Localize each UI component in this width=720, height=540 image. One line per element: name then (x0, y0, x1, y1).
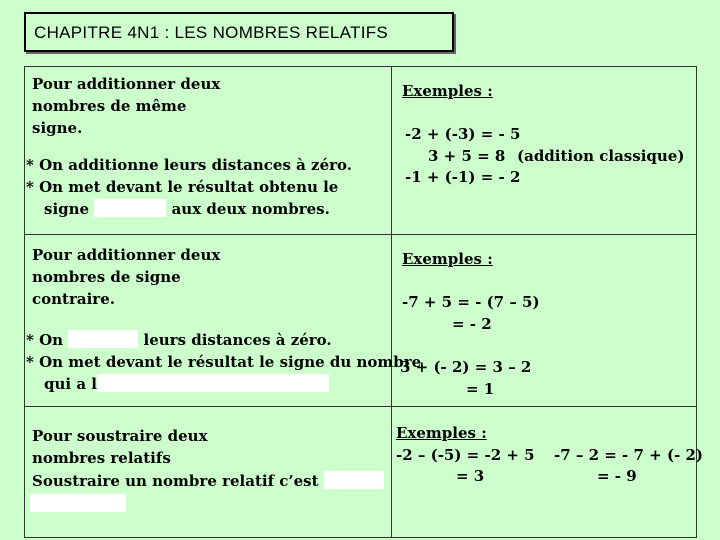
example-2: 3 + (- 2) = 3 – 2 (400, 358, 532, 376)
fill-in-blank[interactable] (94, 199, 166, 217)
example-2: -7 – 2 = - 7 + (- 2) (554, 446, 704, 464)
fill-in-blank[interactable] (324, 471, 384, 489)
row-divider-2 (25, 406, 696, 407)
heading-line-2: nombres de signe (32, 268, 181, 286)
example-1-result: = 3 (456, 467, 485, 485)
example-1-result: = - 2 (452, 315, 492, 333)
rule-text: leurs distances à zéro. (143, 331, 332, 349)
rule-line-1: * On additionne leurs distances à zéro. (26, 156, 352, 174)
heading-line-2: nombres de même (32, 97, 187, 115)
example-1: -2 + (-3) = - 5 (405, 125, 521, 143)
page-title: CHAPITRE 4N1 : LES NOMBRES RELATIFS (34, 23, 389, 42)
rule-text: qui a l (44, 375, 97, 393)
examples-label: Exemples : (402, 250, 493, 268)
examples-label: Exemples : (402, 82, 493, 100)
column-divider (391, 67, 392, 537)
heading-line-3: signe. (32, 119, 83, 137)
heading-line-3: contraire. (32, 290, 115, 308)
rule-line-2 (30, 494, 126, 514)
rule-line-1 (32, 471, 384, 491)
rule-text: Soustraire un nombre relatif c’est (32, 472, 319, 490)
rule-line-2: * On met devant le résultat obtenu le (26, 178, 339, 196)
fill-in-blank[interactable] (68, 330, 138, 348)
fill-in-blank[interactable] (30, 494, 126, 512)
example-1: -7 + 5 = - (7 – 5) (402, 293, 540, 311)
rule-line-3 (44, 199, 330, 219)
rule-line-2: * On met devant le résultat le signe du nombre (26, 353, 422, 371)
rule-line-3 (44, 374, 329, 394)
rule-text: signe (44, 200, 90, 218)
example-3: -1 + (-1) = - 2 (405, 168, 521, 186)
heading-line-1: Pour additionner deux (32, 75, 221, 93)
example-2-note: (addition classique) (517, 147, 685, 165)
title-box (24, 12, 454, 52)
rule-line-1 (26, 330, 332, 350)
heading-line-1: Pour soustraire deux (32, 427, 208, 445)
heading-line-1: Pour additionner deux (32, 246, 221, 264)
example-2: 3 + 5 = 8 (428, 147, 506, 165)
heading-line-2: nombres relatifs (32, 449, 171, 467)
examples-label: Exemples : (396, 424, 487, 442)
row-divider-1 (25, 234, 696, 235)
rule-text: * On (26, 331, 64, 349)
example-2-result: = 1 (466, 380, 495, 398)
example-2-result: = - 9 (597, 467, 637, 485)
rule-text: aux deux nombres. (171, 200, 330, 218)
example-1: -2 – (-5) = -2 + 5 (396, 446, 535, 464)
fill-in-blank[interactable] (97, 374, 329, 392)
